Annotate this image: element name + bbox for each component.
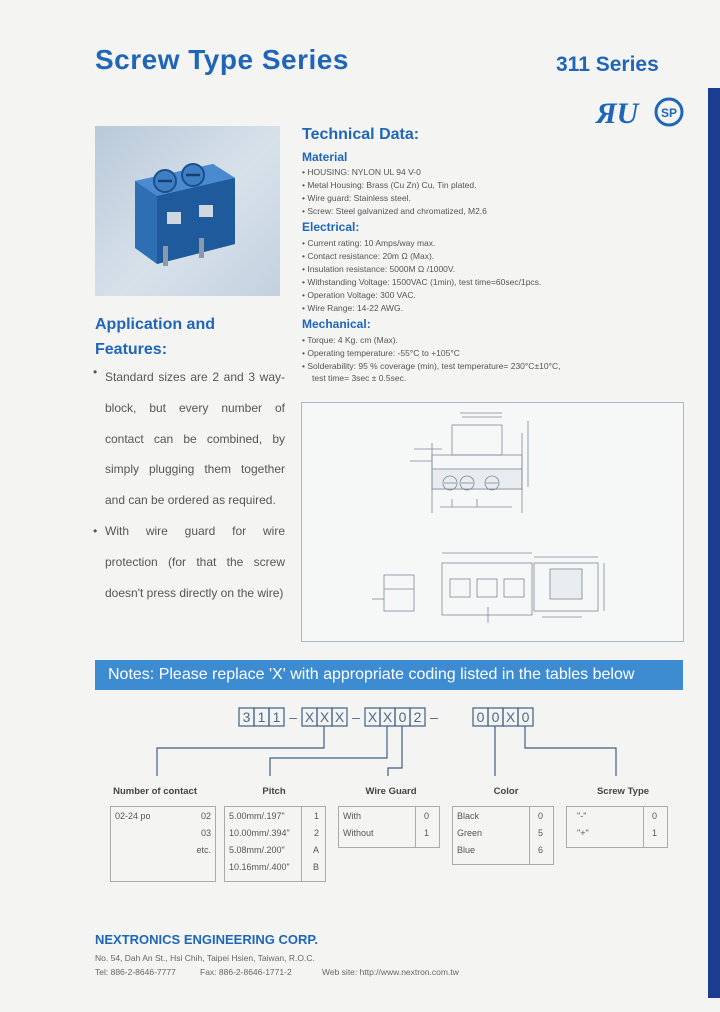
code-char: X [505, 709, 516, 725]
company-tel: Tel: 886-2-8646-7777 [95, 967, 176, 977]
mechanical-list [302, 334, 560, 373]
list-item: • Operation Voltage: 300 VAC. [302, 289, 541, 302]
table-cell: 1 [313, 811, 319, 821]
header-wire-guard: Wire Guard [365, 785, 417, 797]
material-list [302, 166, 487, 218]
table-cell: 5.00mm/.197" [229, 811, 285, 821]
material-heading: Material [302, 150, 348, 164]
list-item: • Metal Housing: Brass (Cu Zn) Cu, Tin plated. [302, 179, 487, 192]
table-cell: With [343, 811, 361, 821]
application-heading: Application and Features: [95, 316, 215, 358]
table-cell: 1 [651, 828, 657, 838]
code-char: 2 [413, 709, 422, 725]
table-cell: Green [457, 828, 483, 838]
bullet-icon: • [93, 365, 98, 379]
color-box [452, 806, 554, 865]
code-char: 0 [491, 709, 500, 725]
table-cell: 03 [200, 828, 211, 838]
features-paragraph-1: Standard sizes are 2 and 3 way-block, but every number of contact can be combined, by simply plugging them together and can be ordered as required. [105, 370, 285, 508]
table-cell: 0 [423, 811, 429, 821]
table-cell: A [312, 845, 319, 855]
list-item: • Wire Range: 14-22 AWG. [302, 302, 541, 315]
company-fax: Fax: 886-2-8646-1771-2 [200, 967, 292, 977]
electrical-heading: Electrical: [302, 220, 360, 234]
list-item: • Withstanding Voltage: 1500VAC (1min), test time=60sec/1pcs. [302, 276, 541, 289]
code-char: X [382, 709, 393, 725]
code-group-2 [302, 708, 347, 726]
header-number-of-contact: Number of contact [113, 785, 198, 797]
list-item: • Screw: Steel galvanized and chromatized, M2.6 [302, 205, 487, 218]
table-cell: 1 [423, 828, 429, 838]
list-item: • HOUSING: NYLON UL 94 V-0 [302, 166, 487, 179]
list-item: • Solderability: 95 % coverage (min), test temperature= 230°C±10°C, [302, 360, 560, 373]
table-cell: "-" [577, 811, 587, 821]
side-accent-bar [708, 88, 720, 998]
table-cell: 10.16mm/.400" [229, 862, 290, 872]
table-cell: 10.00mm/.394" [229, 828, 290, 838]
list-item: • Insulation resistance: 5000M Ω /1000V. [302, 263, 541, 276]
table-cell: 02-24 po [115, 811, 151, 821]
table-cell: Without [343, 828, 374, 838]
table-cell: B [312, 862, 319, 872]
table-cell: Blue [457, 845, 476, 855]
code-char: 3 [242, 709, 251, 725]
code-char: X [334, 709, 345, 725]
company-website[interactable]: Web site: http://www.nextron.com.tw [322, 967, 459, 977]
table-cell: 6 [537, 845, 543, 855]
code-char: 1 [257, 709, 266, 725]
notes-banner: Notes: Please replace 'X' with appropriate coding listed in the tables below [95, 660, 683, 690]
table-cell: 5.08mm/.200" [229, 845, 285, 855]
code-char: 0 [521, 709, 530, 725]
table-cell: 0 [651, 811, 657, 821]
company-name: NEXTRONICS ENGINEERING CORP. [95, 932, 318, 947]
code-group-1 [239, 708, 284, 726]
code-char: X [319, 709, 330, 725]
svg-text:SP: SP [660, 106, 678, 120]
screw-type-box [566, 806, 668, 848]
ordering-table [95, 781, 683, 801]
company-address: No. 54, Dah An St., Hsi Chih, Taipei Hsien, Taiwan, R.O.C. [95, 953, 315, 963]
code-char: X [367, 709, 378, 725]
table-cell: 02 [200, 811, 211, 821]
pitch-box [224, 806, 326, 882]
list-item: • Operating temperature: -55°C to +105°C [302, 347, 560, 360]
technical-data-heading: Technical Data: [302, 126, 420, 143]
dimension-drawing [301, 402, 684, 642]
mechanical-continuation: test time= 3sec ± 0.5sec. [312, 373, 407, 383]
contact-box [110, 806, 216, 882]
code-group-4 [473, 708, 533, 726]
features-paragraph-2: With wire guard for wire protection (for that the screw doesn't press directly on the wire) [105, 524, 285, 600]
wire-guard-box [338, 806, 440, 848]
header-screw-type: Screw Type [596, 785, 650, 797]
list-item: • Contact resistance: 20m Ω (Max). [302, 250, 541, 263]
code-dash: – [289, 709, 297, 725]
table-cell: 5 [537, 828, 543, 838]
ul-logo-icon [594, 94, 654, 130]
electrical-list [302, 237, 541, 315]
code-char: X [304, 709, 315, 725]
code-group-3 [365, 708, 425, 726]
series-label: 311 Series [556, 53, 659, 76]
code-dash: – [352, 709, 360, 725]
table-cell: 0 [537, 811, 543, 821]
mechanical-heading: Mechanical: [302, 317, 371, 331]
code-char: 0 [398, 709, 407, 725]
table-cell: etc. [196, 845, 211, 855]
list-item: • Current rating: 10 Amps/way max. [302, 237, 541, 250]
page-title: Screw Type Series [95, 44, 349, 75]
header-pitch: Pitch [262, 785, 286, 797]
table-cell: "+" [577, 828, 589, 838]
bullet-icon: • [93, 524, 98, 538]
product-photo [95, 126, 280, 296]
csa-logo-icon [654, 96, 684, 128]
code-char: 0 [476, 709, 485, 725]
code-dash: – [430, 709, 438, 725]
header-color: Color [493, 785, 519, 797]
table-cell: 2 [313, 828, 319, 838]
table-cell: Black [457, 811, 480, 821]
svg-text:ЯU: ЯU [596, 97, 639, 130]
list-item: • Wire guard: Stainless steel. [302, 192, 487, 205]
list-item: • Torque: 4 Kg. cm (Max). [302, 334, 560, 347]
code-char: 1 [272, 709, 281, 725]
